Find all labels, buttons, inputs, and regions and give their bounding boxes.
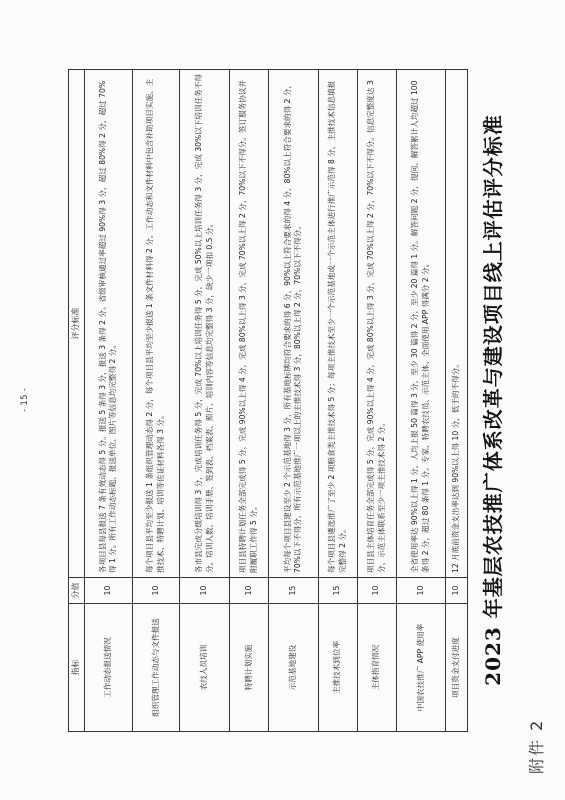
row-score: 10 — [229, 578, 268, 604]
row-criteria: 项目县特聘计划任务全部完成得 5 分，完成 90%以上得 4 分，完成 80%以上得 3 分，完成 70%以上得 2 分，70%以下不得分。签订服务协议并附履职工作得 5 分。 — [229, 70, 268, 578]
table-row — [268, 70, 318, 732]
row-indicator: 中国农技推广 APP 使用率 — [396, 604, 446, 732]
row-indicator: 示范基地建设 — [268, 604, 318, 732]
row-criteria: 每个项目县平均至少报送 1 条组织管理动态得 2 分，每个项目县平均至少报送 1 条文件材料得 2 分。工作动态和文件材料中包含补助项目实施、主推技术、特聘计划、培训等佐证材料各得 3 分。 — [132, 70, 180, 578]
page-number: - 15 - — [20, 388, 30, 412]
row-indicator: 工作动态报送情况 — [85, 604, 133, 732]
row-score: 10 — [396, 578, 446, 604]
annex-label: 附件 2 — [527, 718, 546, 774]
table-row — [396, 70, 446, 732]
row-score: 15 — [318, 578, 357, 604]
table-row — [357, 70, 396, 732]
row-criteria: 各项目县每县报送 7 条有效动态得 5 分。报送 5 条得 3 分，报送 3 条得 2 分。省级审核通过率超过 90%得 3 分，超过 80%得 2 分，超过 70%得 1 分。所有工作动态标题、报送单位、图片等信息均完整得 2 分。 — [85, 70, 133, 578]
row-criteria: 各市县完成分级培训得 3 分，完成培训任务得 5 分，完成 70%以上培训任务得 5 分，完成 50%以上培训任务得 3 分，完成 30%以下培训任务不得分。培训人数、培训手册、签到表、档案表、照片、培训内容等信息均完整得 3 分，缺少一项扣 0.5 分。 — [180, 70, 230, 578]
row-indicator: 组织管理工作动态与文件报送 — [132, 604, 180, 732]
row-criteria: 全省使用率达 90%以上得 1 分，人均上报 50 篇得 3 分，至少 30 篇得 2 分，至少 20 篇得 1 分。解答问题 2 分，提问、解答累计人均超过 100 条得 2 分，超过 80 条得 1 分。专家、特聘农技员、示范主体、全面使用 APP 得满分 2 分。 — [396, 70, 446, 578]
row-indicator: 项目资金支付进度 — [446, 604, 468, 732]
table-row — [446, 70, 468, 732]
row-criteria: 12 月底前资金支出率达到 90%以上得 10 分，低于的不得分。 — [446, 70, 468, 578]
table-row — [229, 70, 268, 732]
row-score: 10 — [132, 578, 180, 604]
scoring-table — [68, 69, 468, 732]
row-score: 10 — [446, 578, 468, 604]
table-row — [132, 70, 180, 732]
row-indicator: 农技人员培训 — [180, 604, 230, 732]
header-score: 分值 — [69, 578, 85, 604]
row-score: 10 — [180, 578, 230, 604]
row-indicator: 主推技术到位率 — [318, 604, 357, 732]
row-criteria: 项目县主体培育任务全部完成得 5 分，完成 90%以上得 4 分，完成 80%以上得 3 分，完成 70%以上得 2 分，70%以下不得分。信息完整度达 3 分，示范主体联系至少一项主推技术得 2 分。 — [357, 70, 396, 578]
row-score: 15 — [268, 578, 318, 604]
row-indicator: 特聘计划实施 — [229, 604, 268, 732]
row-indicator: 主体指育情况 — [357, 604, 396, 732]
row-score: 10 — [85, 578, 133, 604]
header-indicator: 指标 — [69, 604, 85, 732]
row-score: 10 — [357, 578, 396, 604]
table-row — [180, 70, 230, 732]
row-criteria: 每个项目县遴选推广了至少 2 项粮食类主推技术得 5 分；每项主推技术至少一个示范基地或一个示范主体进行推广示范得 8 分，主推技术信息填报完整得 2 分。 — [318, 70, 357, 578]
row-criteria: 平均每个项目县建设至少 2 个示范基地得 3 分，所有基地标牌均符合要求的得 6 分，90%以上符合要求的得 4 分，80%以上符合要求的得 2 分，70%以下不得分，所有示范基地推广一项以上的主推技术得 3 分，80%以上得 2 分，70%以下不得分。 — [268, 70, 318, 578]
table-row — [85, 70, 133, 732]
document-title: 2023 年基层农技推广体系改革与建设项目线上评估评分标准 — [481, 114, 505, 686]
table-row — [318, 70, 357, 732]
table-header-row — [69, 70, 85, 732]
header-criteria: 评分标准 — [69, 70, 85, 578]
